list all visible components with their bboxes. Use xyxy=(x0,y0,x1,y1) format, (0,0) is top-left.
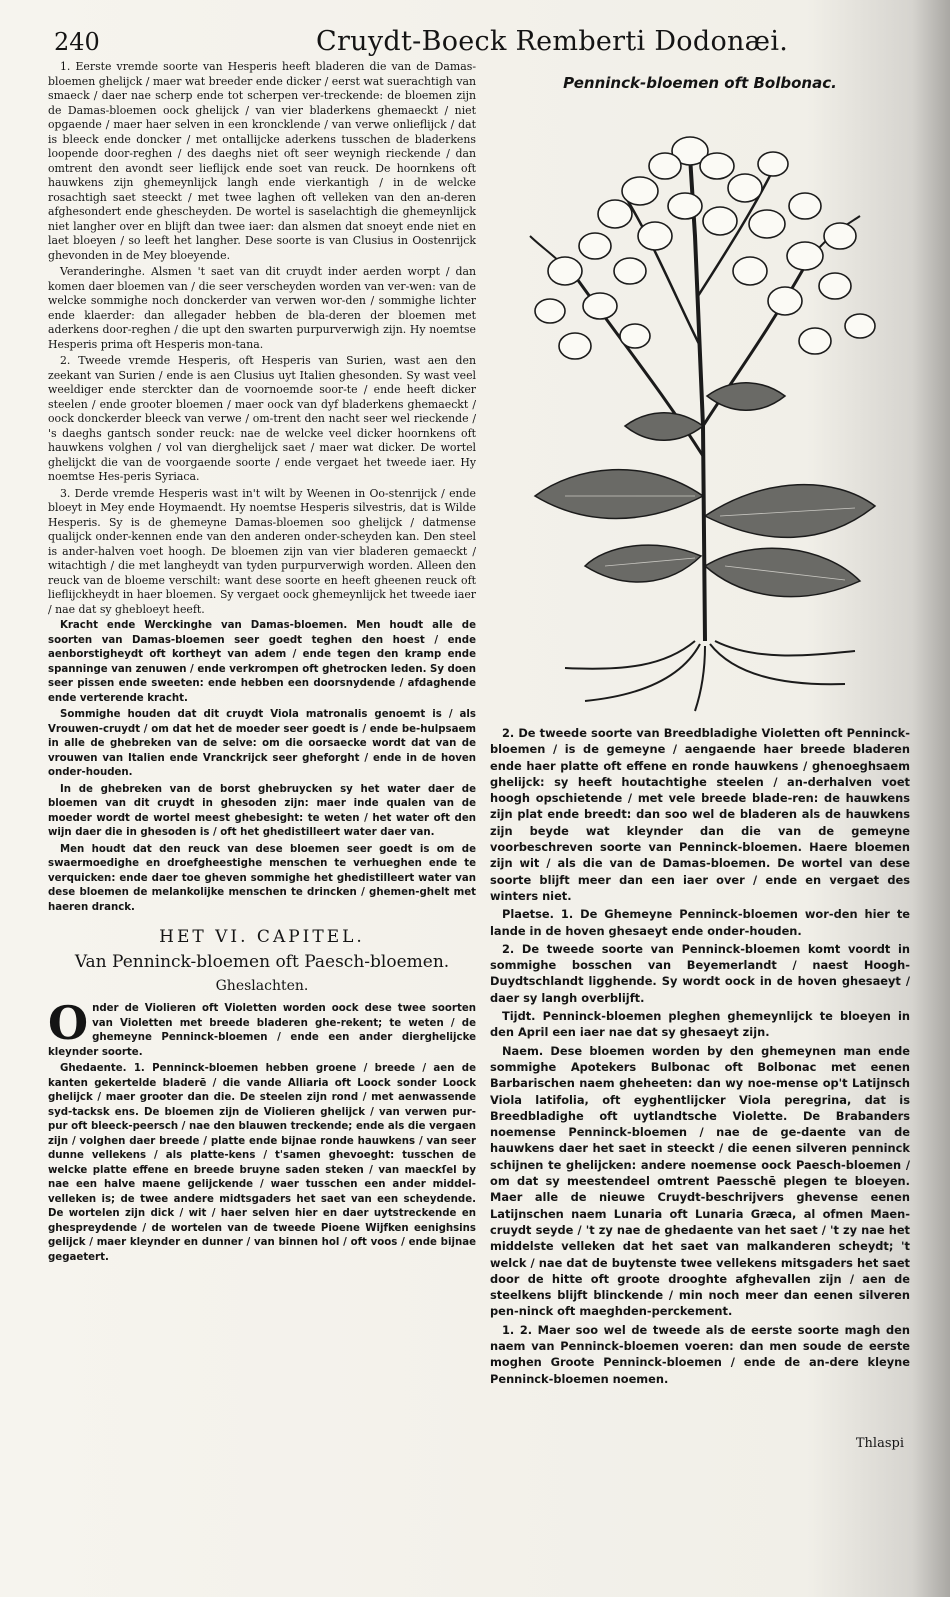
paragraph-gheslachten xyxy=(48,996,476,1060)
paragraph-naem: Naem. Dese bloemen worden by den ghemeynen man ende sommighe Apotekers Bulbonac oft Bolbonac met eenen Barbarischen naem gheheeten: dan wy noe-mense op't Latijnsch Viola latifolia, oft eyghentlijcker Viola peregrina, dat is Breedbladighe oft uytlandtsche Violette. De Brabanders noemense Penninck-bloemen / nae de ge-daente van de hauwkens daer het saet in steeckt / die eenen silveren penninck schijnen te ghelijcken: andere noemense oock Paesch-bloemen / om dat sy meestendeel omtrent Paesschē plegen te bloeyen. Maer alle de nieuwe Cruydt-beschrijvers ghevense eenen Latijnschen naem Lunaria oft Lunaria Græca, al ofmen Maen-cruydt seyde / 't zy nae de ghedaente van het saet / 't zy nae het middelste velleken dat het saet van malkanderen scheydt; 't welck / nae dat de buytenste twee vellekens mitsgaders het saet door de hitte oft groote drooghte afghevallen zijn / aen de steelkens blijft blinckende / min noch meer dan eenen silveren pen-ninck oft maeghden-perckement. xyxy=(490,1043,910,1319)
paragraph-plaetse-2: 2. De tweede soorte van Penninck-bloemen komt voordt in sommighe bosschen van Beyemerlandt / naest Hoogh-Duydtschlandt ligghende. Sy wordt oock in de hoven ghesaeyt / daer sy langh overblijft. xyxy=(490,941,910,1005)
paragraph-soorten-naem: 1. 2. Maer soo wel de tweede als de eerste soorte magh den naem van Penninck-bloemen voeren: dan men soude de eerste moghen Groote Penninck-bloemen / ende de an-dere kleyne Penninck-bloemen noemen. xyxy=(490,1322,910,1386)
paragraph-hesperis-2: 2. Tweede vremde Hesperis, oft Hesperis van Surien, wast aen den zeekant van Surien / ende is aen Clusius uyt Italien ghesonden. Sy wast veel weeldiger ende sterckter dan de voornoemde soor-te / ende heeft dicker steelen / ende grooter bloemen / maer oock van dyf bladerkens ghemaeckt / oock donckerder bleeck van verwe / om-trent den nacht seer wel rieckende / 's daeghs gantsch sonder reuck: nae de welcke veel dicker hoornkens oft hauwkens volghen / vol van dierghelijck saet / maer wat dicker. De wortel ghelijckt die van de voorgaende soorte / ende vergaet het tweede iaer. Hy noemtse Hes-peris Syriaca. xyxy=(48,354,476,483)
chapter-title: HET VI. CAPITEL. xyxy=(159,927,365,947)
paragraph-kracht: Kracht ende Werckinghe van Damas-bloemen. Men houdt alle de soorten van Damas-bloemen seer goedt teghen den hoest / ende aenborstigheydt oft kortheyt van adem / ende tegen den kramp ende spanninge van zenuwen / ende verkrompen oft ghetrocken leden. Sy doen seer pissen ende sweeten: ende hebben een doorsnydende / afdaghende ende verterende kracht. xyxy=(48,620,476,704)
paragraph-hesperis-3: 3. Derde vremde Hesperis wast in't wilt by Weenen in Oo-stenrijck / ende bloeyt in Mey ende Hoymaendt. Hy noemtse Hesperis silvestris, dat is Wilde Hesperis. Sy is de ghemeyne Damas-bloemen soo ghelijck / datmense qualijck onder-kennen ende van den anderen onder-scheyden kan. Den steel is ander-halven voet hoogh. De bloemen zijn van vier bladeren gemaeckt / witachtigh / die met langheydt van tyden purpurverwigh worden. Alleen den reuck van de bloeme verschilt: want dese soorte en heeft gheenen reuck oft lieflijckheydt in haer bloemen. Sy vergaet oock ghemeynlijck het tweede iaer / nae dat sy ghebloeyt heeft. xyxy=(48,486,476,616)
paragraph-plaetse: Plaetse. 1. De Ghemeyne Penninck-bloemen wor-den hier te lande in de hoven ghesaeyt ende onder-houden. xyxy=(490,907,910,938)
paragraph-hesperis-1: 1. Eerste vremde soorte van Hesperis heeft bladeren die van de Damas-bloemen ghelijck / maer wat breeder ende dicker / eerst wat suerachtigh van smaeck / daer nae scherp ende tot scherpen ver-treckende: de bloemen zijn de Damas-bloemen oock ghelijck / van vier bladerkens ghemaeckt / niet opgaende / maer haer selven in een kroncklende / van verwe onlieflijck / dat is bleeck ende doncker / met ontallijcke aderkens tusschen de bladerkens loopende door-reghen / des daeghs niet oft seer weynigh rieckende / dan omtrent den avondt seer lieflijck ende soet van reuck. De hoornkens oft hauwkens zijn ghemeynlijck langh ende vierkantigh / in de welcke rosachtigh saet steeckt / met twee laghen oft velleken van den an-deren afghesondert ende ghescheyden. De wortel is saselachtigh die ghemeynlijck niet langher over en blijft dan twee iaer: dan alsmen dat snoeyt ende niet en laet bloeyen / so leeft het langher. Dese soorte is van Clusius in Oostenrijck ghevonden in de Mey bloeyende. xyxy=(48,60,476,262)
drop-cap: O xyxy=(48,996,89,1050)
chapter-subtitle: Van Penninck-bloemen oft Paesch-bloemen. xyxy=(74,952,450,972)
paragraph-veranderinghe: Veranderinghe. Alsmen 't saet van dit cruydt inder aerden worpt / dan komen daer bloemen van / die seer verscheyden worden van ver-wen: van de welcke sommighe noch donckerder van verwen wor-den / sommighe lichter ende klaerder: dan allegader hebben de bla-deren der bloemen met aderkens door-reghen / die upt den swarten purpurverwigh zijn. Hy noemtse Hesperis prima oft Hesperis mon-tana. xyxy=(48,265,476,351)
paragraph-gheslachten-text: nder de Violieren oft Violetten worden oock dese twee soorten van Violetten met breede bladeren ghe-rekent; te weten / de ghemeyne Penninck-bloemen / ende een ander dierghelijcke kleynder soorte. xyxy=(48,1003,476,1058)
right-column xyxy=(490,725,910,1389)
paragraph-viola-matronalis: Sommighe houden dat dit cruydt Viola matronalis genoemt is / als Vrouwen-cruydt / om dat het de moeder seer goedt is / ende be-hulpsaem in alle de ghebreken van de selve: om die oorsaecke wordt dat van de vrouwen van Italien ende Vranckrijck seer gheforght / ende in de hoven onder-houden. xyxy=(48,709,476,778)
page-number: 240 xyxy=(54,28,100,56)
paragraph-ghedaente: Ghedaente. 1. Penninck-bloemen hebben groene / breede / aen de kanten gekertelde bladerē / die vande Alliaria oft Loock sonder Loock ghelijck / maer grooter dan die. De steelen zijn rond / met aenwassende syd-tacksk ens. De bloemen zijn de Violieren ghelijck / van verwen pur-pur oft bleeck-peersch / nae den blauwen treckende; ende als die vergaen zijn / volghen daer breede / platte ende bijnae ronde hauwkens / van seer dunne vellekens / als platte-kens / t'samen ghevoeght: tusschen de welcke platte effene en breede bruyne saden steken / van maeckſel by nae een halve maene gelijckende / waer tusschen een ander middel-velleken is; de twee andere midtsgaders het saet van een scheydende. De wortelen zijn dick / wit / haer selven hier en daer uytstreckende en ghespreydende / de wortelen van de tweede Pioene Wijfken eenighsins gelijck / maer kleynder en dunner / van binnen hol / oft voos / ende bijnae gegaetert. xyxy=(48,1063,476,1263)
running-title: Cruydt-Boeck Remberti Dodonæi. xyxy=(316,26,789,57)
left-column xyxy=(48,60,476,1267)
paragraph-borst: In de ghebreken van de borst ghebruycken sy het water daer de bloemen van dit cruydt in ghesoden zijn: maer inde qualen van de moeder wordt de wortel meest ghebesight: te weten / het water oft den wijn daer die in ghesoden is / oft het ghedistilleert water daer van. xyxy=(48,783,476,838)
figure-title: Penninck-bloemen oft Bolbonac. xyxy=(563,74,837,92)
paragraph-tijdt: Tijdt. Penninck-bloemen pleghen ghemeynlijck te bloeyen in den April een iaer nae dat sy ghesaeyt zijn. xyxy=(490,1009,910,1040)
section-heading: Gheslachten. xyxy=(215,978,309,994)
plant-woodcut-illustration xyxy=(505,96,895,716)
paragraph-reuck: Men houdt dat den reuck van dese bloemen seer goedt is om de swaermoedighe en droefgheestighe menschen te verhueghen ende te verquicken: ende daer toe gheven sommighe het ghedistilleert water van dese bloemen de melankolijke menschen te drincken / ghemen-ghelt met haeren dranck. xyxy=(48,843,476,913)
page-header xyxy=(38,22,918,62)
catchword: Thlaspi xyxy=(855,1436,904,1451)
paragraph-tweede-soorte: 2. De tweede soorte van Breedbladighe Violetten oft Penninck-bloemen / is de gemeyne / aengaende haer breede bladeren ende haer platte oft effene en ronde hauwkens / ghenoeghsaem ghelijck: sy heeft houtachtighe steelen / an-derhalven voet hoogh opschietende / met vele breede blade-ren: de hauwkens zijn plat ende breedt: dan soo wel de bladeren als de hauwkens zijn beyde wat kleynder dan die van de gemeyne voorbeschreven soorte van Penninck-bloemen. Haere bloemen zijn wit / als die van de Damas-bloemen. De wortel van dese soorte blijft meer dan een iaer over / ende en vergaet des winters niet. xyxy=(490,726,910,903)
